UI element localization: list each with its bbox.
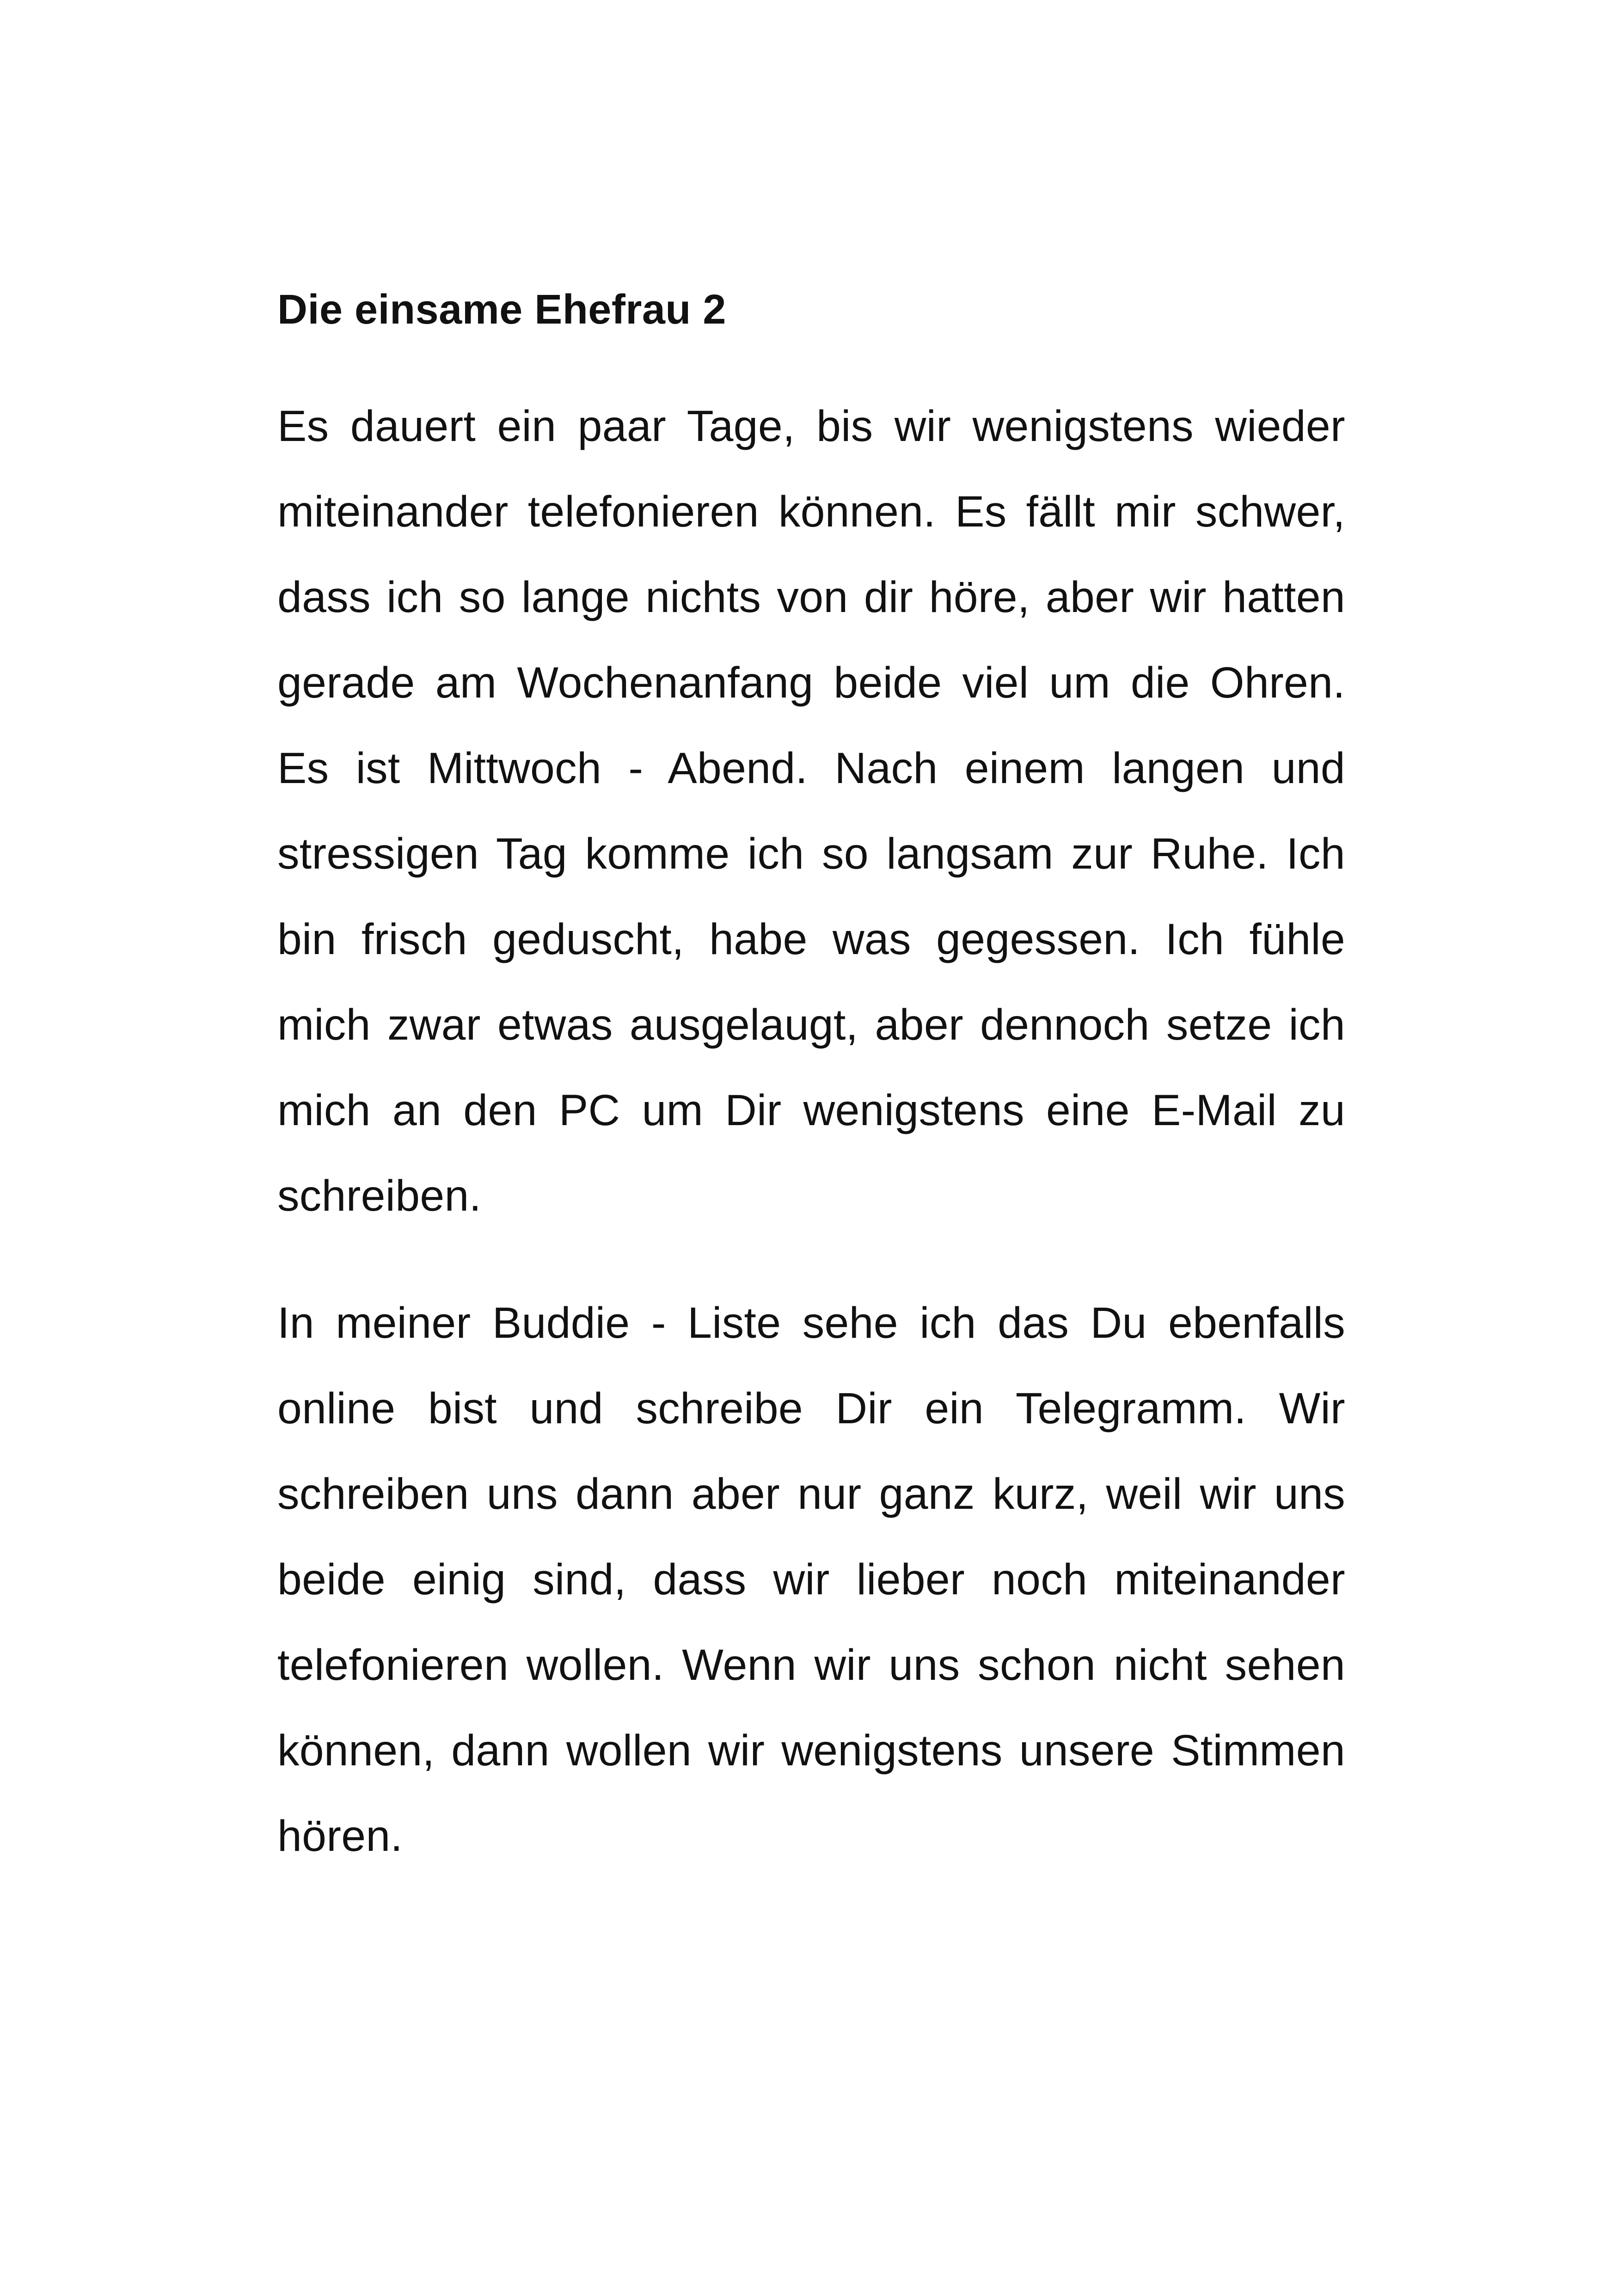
document-body <box>277 277 1345 1921</box>
document-title: Die einsame Ehefrau 2 <box>277 287 726 333</box>
paragraph-2: In meiner Buddie - Liste sehe ich das Du ebenfalls online bist und schreibe Dir ein Telegramm. Wir schreiben uns dann aber nur ganz kurz, weil wir uns beide einig sind, dass wir lieber noch miteinander telefonieren wollen. Wenn wir uns schon nicht sehen können, dann wollen wir wenigstens unsere Stimmen hören. <box>277 1298 1345 1861</box>
paragraph-1: Es dauert ein paar Tage, bis wir wenigstens wieder miteinander telefonieren können. Es fällt mir schwer, dass ich so lange nichts von dir höre, aber wir hatten gerade am Wochenanfang beide viel um die Ohren. Es ist Mittwoch - Abend. Nach einem langen und stressigen Tag komme ich so langsam zur Ruhe. Ich bin frisch geduscht, habe was gegessen. Ich fühle mich zwar etwas ausgelaugt, aber dennoch setze ich mich an den PC um Dir wenigstens eine E-Mail zu schreiben. <box>277 402 1345 1220</box>
